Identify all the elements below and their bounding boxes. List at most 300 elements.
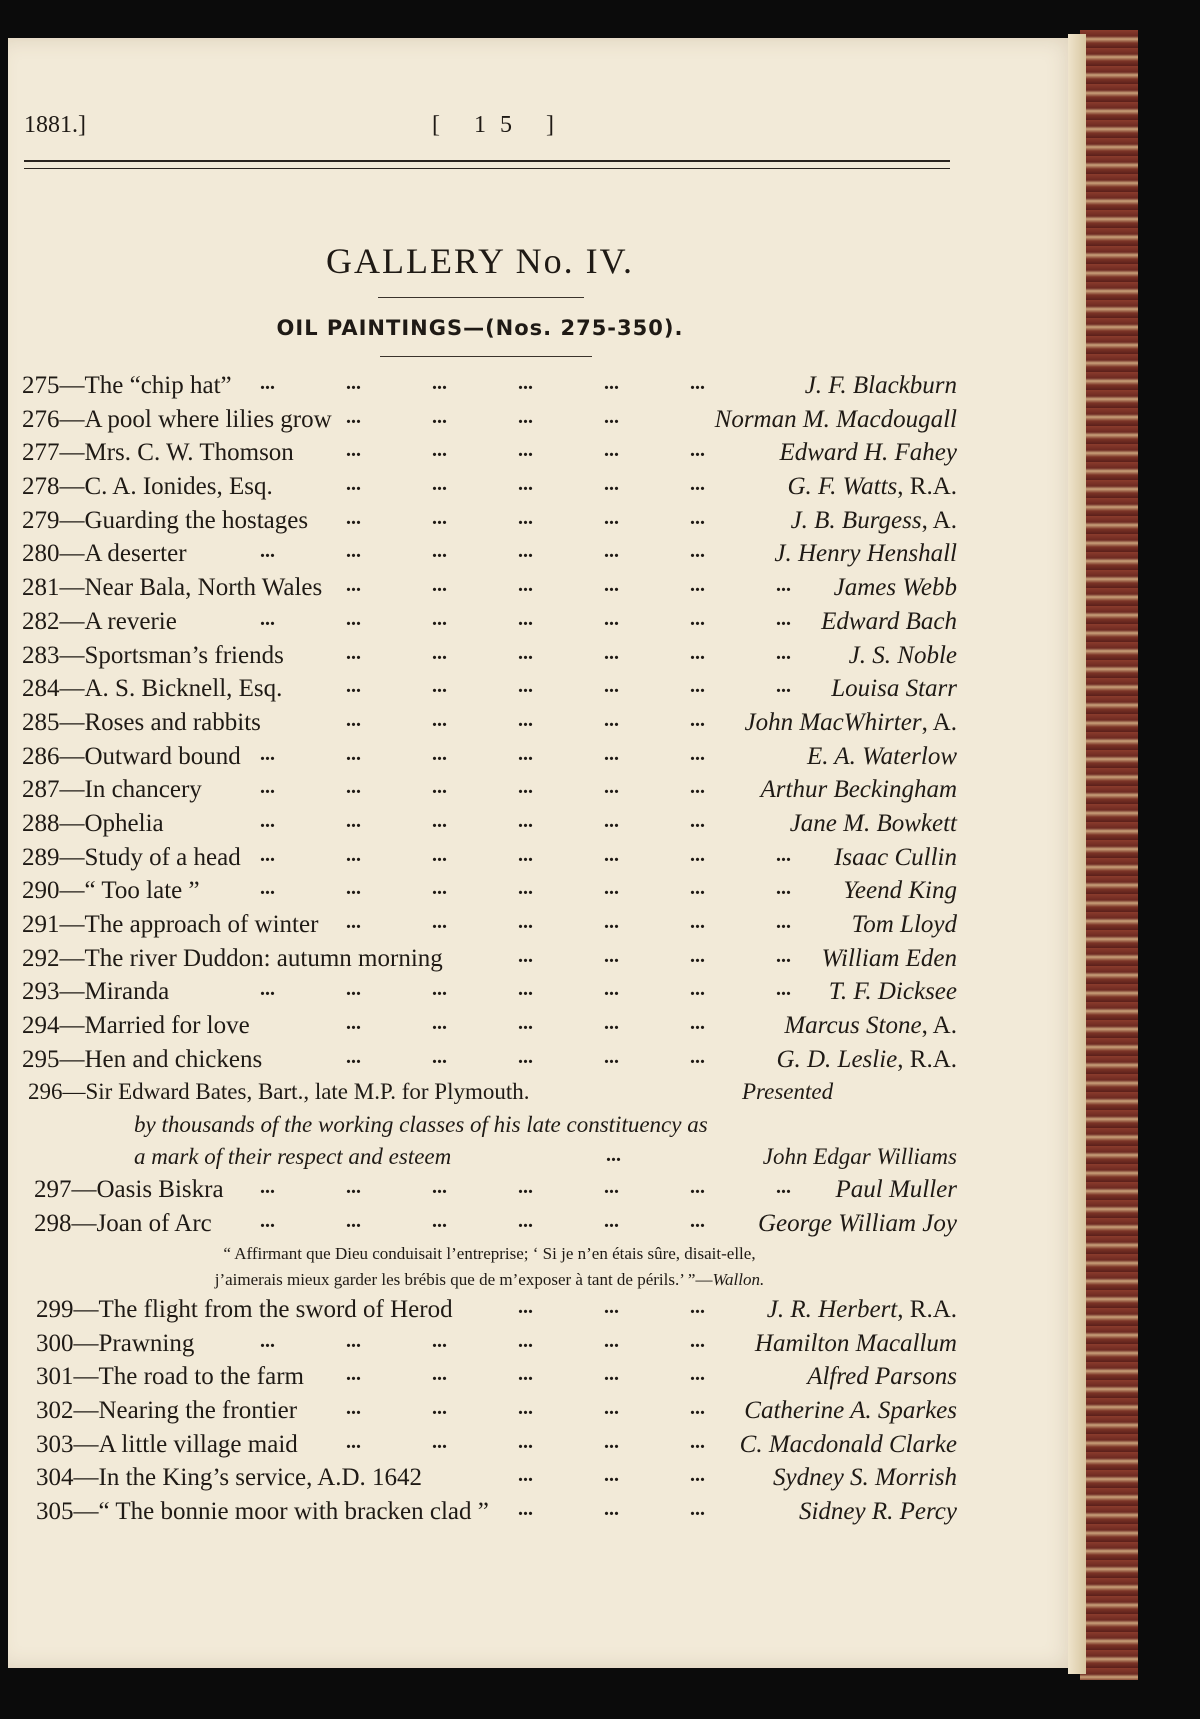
- artist-name: G. D. Leslie: [776, 1045, 898, 1073]
- entry-296: [22, 1079, 957, 1112]
- book-fore-edge: [1080, 30, 1138, 1680]
- leader-dots: ...: [346, 540, 361, 563]
- artist-name: Isaac Cullin: [834, 843, 957, 871]
- leader-dots: ...: [346, 641, 361, 664]
- leader-dots: ...: [260, 742, 275, 765]
- leader-dots: ...: [776, 944, 791, 967]
- leader-dots: ...: [776, 877, 791, 900]
- leader-dots: ...: [518, 1464, 533, 1487]
- artist-name: Yeend King: [843, 877, 957, 905]
- artist-honour: , A.: [921, 708, 957, 736]
- header-rule: [24, 160, 950, 169]
- artist-name: Edward H. Fahey: [779, 439, 957, 467]
- leader-dots: ...: [432, 473, 447, 496]
- artist-name: J. Henry Henshall: [774, 540, 957, 568]
- leader-dots: ...: [776, 607, 791, 630]
- leader-dots: ...: [690, 439, 705, 462]
- entry-artist: [821, 608, 957, 636]
- leader-dots: ...: [260, 372, 275, 394]
- leader-dots: ...: [260, 1329, 275, 1352]
- entry-artist: [807, 1363, 957, 1391]
- leader-dots: ...: [518, 1329, 533, 1352]
- entry-title-line: [22, 1012, 250, 1040]
- leader-dots: ...: [690, 944, 705, 967]
- leader-dots: ...: [604, 877, 619, 900]
- entry-number: 295: [22, 1045, 60, 1073]
- leader-dots: ...: [432, 1176, 447, 1199]
- entry-title: In the King’s service, A.D. 1642: [98, 1464, 423, 1492]
- entry-number: 291: [22, 911, 60, 938]
- leader-dots: ...: [604, 1295, 619, 1318]
- entry-title-line: [22, 810, 164, 838]
- artist-name: T. F. Dicksee: [828, 978, 957, 1006]
- leader-dots: ...: [518, 809, 533, 832]
- leader-dots: ...: [690, 1497, 705, 1520]
- entry-title: Oasis Biskra: [96, 1176, 224, 1204]
- entry-title-line: [22, 473, 273, 501]
- entry-number: 294: [22, 1012, 60, 1040]
- entry-title-line: [36, 1363, 304, 1391]
- leader-dots: ...: [346, 607, 361, 630]
- leader-dots: ...: [346, 742, 361, 765]
- leader-dots: ...: [776, 574, 791, 597]
- catalogue-entry: [22, 1330, 957, 1364]
- entry-dash: —: [59, 540, 85, 568]
- leader-dots: ...: [604, 641, 619, 664]
- artist-name: Arthur Beckingham: [760, 776, 957, 804]
- leader-dots: ...: [346, 439, 361, 462]
- catalogue-entry: [22, 1176, 957, 1210]
- entry-title: Ophelia: [84, 809, 164, 837]
- entry-title-line: [36, 1397, 297, 1425]
- entry-artist: [788, 473, 958, 501]
- leader-dots: ...: [604, 372, 619, 394]
- leader-dots: ...: [690, 843, 705, 866]
- leader-dots: ...: [346, 1329, 361, 1352]
- artist-honour: , A.: [921, 1012, 957, 1040]
- leader-dots: ...: [346, 675, 361, 698]
- leader-dots: ...: [604, 473, 619, 496]
- entry-dash: —: [73, 1295, 99, 1323]
- leader-dots: ...: [518, 1430, 533, 1453]
- entry-dash: —: [59, 708, 85, 736]
- leader-dots: ...: [432, 675, 447, 698]
- leader-dots: ...: [776, 1176, 791, 1199]
- leader-dots: ...: [346, 877, 361, 900]
- leader-dots: ...: [604, 675, 619, 698]
- entry-dash: —: [73, 1497, 99, 1525]
- entry-artist: [791, 507, 957, 535]
- entry-title: Guarding the hostages: [84, 506, 309, 534]
- entry-number: 285: [22, 708, 60, 736]
- leader-dots: ...: [432, 1045, 447, 1068]
- entry-title: The approach of winter: [84, 911, 319, 938]
- catalogue-entry: [22, 642, 957, 676]
- entry-title-line: [22, 507, 308, 535]
- catalogue-entry: [22, 540, 957, 574]
- leader-dots: ...: [346, 574, 361, 597]
- entry-number: 300: [36, 1329, 74, 1357]
- leader-dots: ...: [432, 809, 447, 832]
- artist-name: Tom Lloyd: [851, 911, 957, 938]
- quote-line-1: [22, 1244, 957, 1270]
- leader-dots: ...: [690, 641, 705, 664]
- catalogue-entry: [22, 978, 957, 1012]
- leader-dots: ...: [518, 675, 533, 698]
- entry-title: Sportsman’s friends: [84, 641, 284, 669]
- leader-dots: ...: [432, 1012, 447, 1035]
- catalogue-entry: [22, 1431, 957, 1465]
- entry-dash: —: [73, 1363, 99, 1391]
- entry-artist: [758, 1210, 957, 1238]
- leader-dots: ...: [518, 1045, 533, 1068]
- leader-dots: ...: [690, 877, 705, 900]
- entry-dash: —: [73, 1329, 99, 1357]
- leader-dots: ...: [346, 776, 361, 799]
- leader-dots: ...: [346, 1012, 361, 1035]
- entry-number: 282: [22, 607, 60, 635]
- catalogue-entry: [22, 776, 957, 810]
- entry-296-presented: Presented: [742, 1079, 834, 1105]
- entry-artist: [822, 945, 957, 973]
- entry-number: 288: [22, 809, 60, 837]
- artist-honour: , R.A.: [897, 473, 957, 501]
- entry-artist: [784, 1012, 957, 1040]
- entry-dash: —: [59, 911, 85, 938]
- page-edge: [1068, 34, 1086, 1674]
- quote-line-2: [22, 1270, 957, 1296]
- leader-dots: ...: [432, 574, 447, 597]
- leader-dots: ...: [346, 978, 361, 1001]
- entry-artist: [755, 1330, 957, 1358]
- entry-number: 289: [22, 843, 60, 871]
- catalogue-entry: [22, 945, 957, 979]
- leader-dots: ...: [346, 708, 361, 731]
- leader-dots: ...: [690, 1430, 705, 1453]
- leader-dots: ...: [346, 1210, 361, 1233]
- leader-dots: ...: [604, 540, 619, 563]
- artist-name: Catherine A. Sparkes: [744, 1396, 957, 1424]
- entry-title-line: [22, 1046, 262, 1074]
- artist-name: C. Macdonald Clarke: [739, 1430, 957, 1458]
- leader-dots: ...: [432, 1329, 447, 1352]
- entry-artist: [790, 810, 957, 838]
- leader-dots: ...: [690, 574, 705, 597]
- entry-title: Hen and chickens: [84, 1045, 263, 1073]
- entry-title-line: [22, 372, 232, 400]
- quote-text-1: “ Affirmant que Dieu conduisait l’entreprise; ‘ Si je n’en étais sûre, disait-elle,: [223, 1243, 756, 1263]
- entry-dash: —: [59, 473, 85, 501]
- leader-dots: ...: [604, 1210, 619, 1233]
- entry-artist: [831, 675, 957, 703]
- leader-dots: ...: [690, 1210, 705, 1233]
- entry-title-line: [22, 709, 261, 737]
- leader-dots: ...: [518, 742, 533, 765]
- leader-dots: ...: [518, 473, 533, 496]
- leader-dots: ...: [604, 1012, 619, 1035]
- entry-number: 298: [34, 1210, 72, 1238]
- entry-number: 278: [22, 473, 60, 501]
- catalogue-entry: [22, 439, 957, 473]
- entry-title-line: [22, 406, 332, 434]
- entry-artist: [774, 540, 957, 568]
- leader-dots: ...: [690, 607, 705, 630]
- leader-dots: ...: [604, 809, 619, 832]
- leader-dots: ...: [518, 978, 533, 1001]
- leader-dots: ...: [690, 473, 705, 496]
- artist-honour: , A.: [921, 506, 957, 534]
- entry-dash: —: [73, 1464, 99, 1492]
- entry-title-line: [22, 911, 318, 939]
- leader-dots: ...: [776, 641, 791, 664]
- leader-dots: ...: [518, 574, 533, 597]
- entry-artist: [773, 1464, 957, 1492]
- gallery-title: GALLERY No. IV.: [326, 241, 634, 281]
- leader-dots: ...: [518, 708, 533, 731]
- leader-dots: ...: [432, 405, 447, 428]
- leader-dots: ...: [346, 1363, 361, 1386]
- entry-artist: [799, 1498, 957, 1526]
- leader-dots: ...: [604, 405, 619, 428]
- entry-296-line2: by thousands of the working classes of his late constituency as: [134, 1112, 708, 1138]
- entry-number: 299: [36, 1295, 74, 1323]
- catalogue-entry: [22, 844, 957, 878]
- entry-dash: —: [59, 607, 85, 635]
- entry-title-line: [22, 945, 443, 973]
- entry-number: 292: [22, 944, 60, 972]
- entry-title: The flight from the sword of Herod: [98, 1295, 453, 1323]
- leader-dots: ...: [604, 742, 619, 765]
- artist-name: Jane M. Bowkett: [789, 809, 957, 837]
- entry-title: Joan of Arc: [96, 1210, 212, 1238]
- leader-dots: ...: [432, 506, 447, 529]
- leader-dots: ...: [432, 540, 447, 563]
- leader-dots: ...: [346, 372, 361, 394]
- leader-dots: ...: [260, 843, 275, 866]
- artist-name: James Webb: [833, 574, 957, 602]
- entry-title: Mrs. C. W. Thomson: [84, 439, 294, 467]
- entry-title: Outward bound: [84, 742, 241, 770]
- leader-dots: ...: [432, 1430, 447, 1453]
- entry-296-artist: John Edgar Williams: [762, 1144, 957, 1170]
- entry-title: A reverie: [84, 607, 177, 635]
- section-divider: [380, 356, 592, 357]
- leader-dots: ...: [432, 776, 447, 799]
- entry-number: 277: [22, 439, 60, 467]
- entry-artist: [761, 776, 957, 804]
- entry-title: “ Too late ”: [84, 877, 200, 905]
- leader-dots: ...: [604, 1045, 619, 1068]
- leader-dots: ...: [432, 1396, 447, 1419]
- leader-dots: ...: [518, 439, 533, 462]
- artist-name: Sidney R. Percy: [798, 1497, 957, 1525]
- leader-dots: ...: [604, 1497, 619, 1520]
- entry-artist: [829, 978, 957, 1006]
- entry-number: 283: [22, 641, 60, 669]
- leader-dots: ...: [432, 911, 447, 933]
- leader-dots: ...: [690, 506, 705, 529]
- entry-number: 304: [36, 1464, 74, 1492]
- entry-title: The road to the farm: [98, 1363, 304, 1391]
- leader-dots: ...: [518, 372, 533, 394]
- leader-dots: ...: [346, 809, 361, 832]
- entry-artist: [852, 911, 957, 939]
- entry-dash: —: [59, 877, 85, 905]
- leader-dots: ...: [260, 1176, 275, 1199]
- leader-dots: ...: [604, 1464, 619, 1487]
- leader-dots: ...: [690, 675, 705, 698]
- leader-dots: ...: [432, 742, 447, 765]
- entry-dash: —: [59, 742, 85, 770]
- entry-artist: [834, 844, 957, 872]
- leader-dots: ...: [518, 1210, 533, 1233]
- entry-title-line: [22, 642, 284, 670]
- catalogue-entry: [22, 911, 957, 945]
- page-number: [ 15 ]: [432, 112, 568, 138]
- artist-name: George William Joy: [757, 1210, 957, 1238]
- entry-artist: [767, 1296, 957, 1324]
- leader-dots: ...: [690, 1363, 705, 1386]
- leader-dots: ...: [604, 1363, 619, 1386]
- entry-number: 290: [22, 877, 60, 905]
- catalogue-entry: [22, 743, 957, 777]
- leader-dots: ...: [432, 978, 447, 1001]
- catalogue-entry: [22, 1210, 957, 1244]
- catalogue-entry: [22, 1363, 957, 1397]
- entry-dash: —: [59, 776, 85, 804]
- leader-dots: ...: [260, 540, 275, 563]
- entry-number: 276: [22, 405, 60, 433]
- leader-dots: ...: [432, 1363, 447, 1386]
- entry-dash: —: [59, 675, 85, 703]
- entry-dash: —: [59, 1045, 85, 1073]
- title-divider: [378, 297, 584, 298]
- entry-number: 302: [36, 1396, 74, 1424]
- leader-dots: ...: [432, 607, 447, 630]
- leader-dots: ...: [776, 978, 791, 1001]
- entry-title: “ The bonnie moor with bracken clad ”: [98, 1497, 489, 1525]
- artist-name: J. S. Noble: [848, 641, 957, 669]
- leader-dots: ...: [776, 911, 791, 933]
- entry-dash: —: [59, 439, 85, 467]
- entry-number: 280: [22, 540, 60, 568]
- catalogue-entry: [22, 507, 957, 541]
- entry-title-line: [22, 844, 241, 872]
- leader-dots: ...: [432, 372, 447, 394]
- catalogue-list: [22, 372, 957, 1532]
- entry-title: A. S. Bicknell, Esq.: [84, 675, 283, 703]
- entry-title: A pool where lilies grow: [84, 405, 332, 433]
- catalogue-entry: [22, 473, 957, 507]
- entry-number: 305: [36, 1497, 74, 1525]
- leader-dots: ...: [346, 1430, 361, 1453]
- leader-dots: ...: [518, 540, 533, 563]
- entry-number: 303: [36, 1430, 74, 1458]
- artist-name: J. B. Burgess: [790, 506, 922, 534]
- entry-296-note-end: [22, 1144, 957, 1176]
- entry-dash: —: [71, 1176, 97, 1204]
- entry-artist: [835, 1176, 957, 1204]
- entry-title-line: [22, 743, 241, 771]
- entry-dash: —: [71, 1210, 97, 1238]
- entry-title-line: [22, 877, 200, 905]
- entry-artist: [715, 406, 957, 434]
- leader-dots: ...: [518, 1295, 533, 1318]
- leader-dots: ...: [604, 708, 619, 731]
- entry-dash: —: [59, 574, 85, 602]
- entry-artist: [843, 877, 957, 905]
- leader-dots: ...: [518, 607, 533, 630]
- leader-dots: ...: [690, 809, 705, 832]
- artist-name: William Eden: [821, 944, 957, 972]
- entry-dash: —: [59, 641, 85, 669]
- entry-dash: —: [73, 1430, 99, 1458]
- catalogue-entry: [22, 406, 957, 440]
- entry-title-line: [36, 1330, 194, 1358]
- entry-number: 293: [22, 978, 60, 1006]
- leader-dots: ...: [776, 843, 791, 866]
- artist-name: Edward Bach: [821, 607, 957, 635]
- artist-name: Norman M. Macdougall: [714, 405, 957, 433]
- entry-number: 286: [22, 742, 60, 770]
- catalogue-entry: [22, 1397, 957, 1431]
- leader-dots: ...: [260, 1210, 275, 1233]
- leader-dots: ...: [604, 574, 619, 597]
- entry-title: Study of a head: [84, 843, 241, 871]
- leader-dots: ...: [518, 1396, 533, 1419]
- entry-title-line: [34, 1176, 224, 1204]
- entry-title: In chancery: [84, 776, 202, 804]
- entry-title: Near Bala, North Wales: [84, 574, 323, 602]
- leader-dots: ...: [346, 1176, 361, 1199]
- entry-title-line: [36, 1464, 422, 1492]
- leader-dots: ...: [346, 473, 361, 496]
- dot-leader: ...: [606, 1144, 621, 1167]
- entry-title-line: [22, 540, 187, 568]
- quote-attribution: Wallon.: [712, 1269, 765, 1289]
- artist-name: Paul Muller: [835, 1176, 957, 1204]
- entry-title: Roses and rabbits: [84, 708, 261, 736]
- catalogue-entry: [22, 709, 957, 743]
- leader-dots: ...: [604, 944, 619, 967]
- leader-dots: ...: [260, 607, 275, 630]
- artist-honour: , R.A.: [897, 1045, 957, 1073]
- entry-artist: [807, 743, 957, 771]
- entry-title: The “chip hat”: [84, 372, 232, 399]
- leader-dots: ...: [518, 1012, 533, 1035]
- leader-dots: ...: [690, 1012, 705, 1035]
- leader-dots: ...: [260, 776, 275, 799]
- header-year: 1881.]: [24, 112, 86, 138]
- leader-dots: ...: [518, 776, 533, 799]
- entry-dash: —: [59, 1012, 85, 1040]
- leader-dots: ...: [432, 439, 447, 462]
- artist-name: John MacWhirter: [744, 708, 922, 736]
- leader-dots: ...: [604, 843, 619, 866]
- leader-dots: ...: [604, 1176, 619, 1199]
- leader-dots: ...: [690, 978, 705, 1001]
- leader-dots: ...: [776, 675, 791, 698]
- entry-title-line: [22, 675, 282, 703]
- entry-title-line: [22, 439, 294, 467]
- leader-dots: ...: [260, 877, 275, 900]
- entry-artist: [834, 574, 957, 602]
- entry-title: The river Duddon: autumn morning: [84, 944, 443, 972]
- leader-dots: ...: [518, 1497, 533, 1520]
- leader-dots: ...: [604, 607, 619, 630]
- section-title: OIL PAINTINGS—(Nos. 275-350).: [276, 316, 684, 340]
- leader-dots: ...: [518, 843, 533, 866]
